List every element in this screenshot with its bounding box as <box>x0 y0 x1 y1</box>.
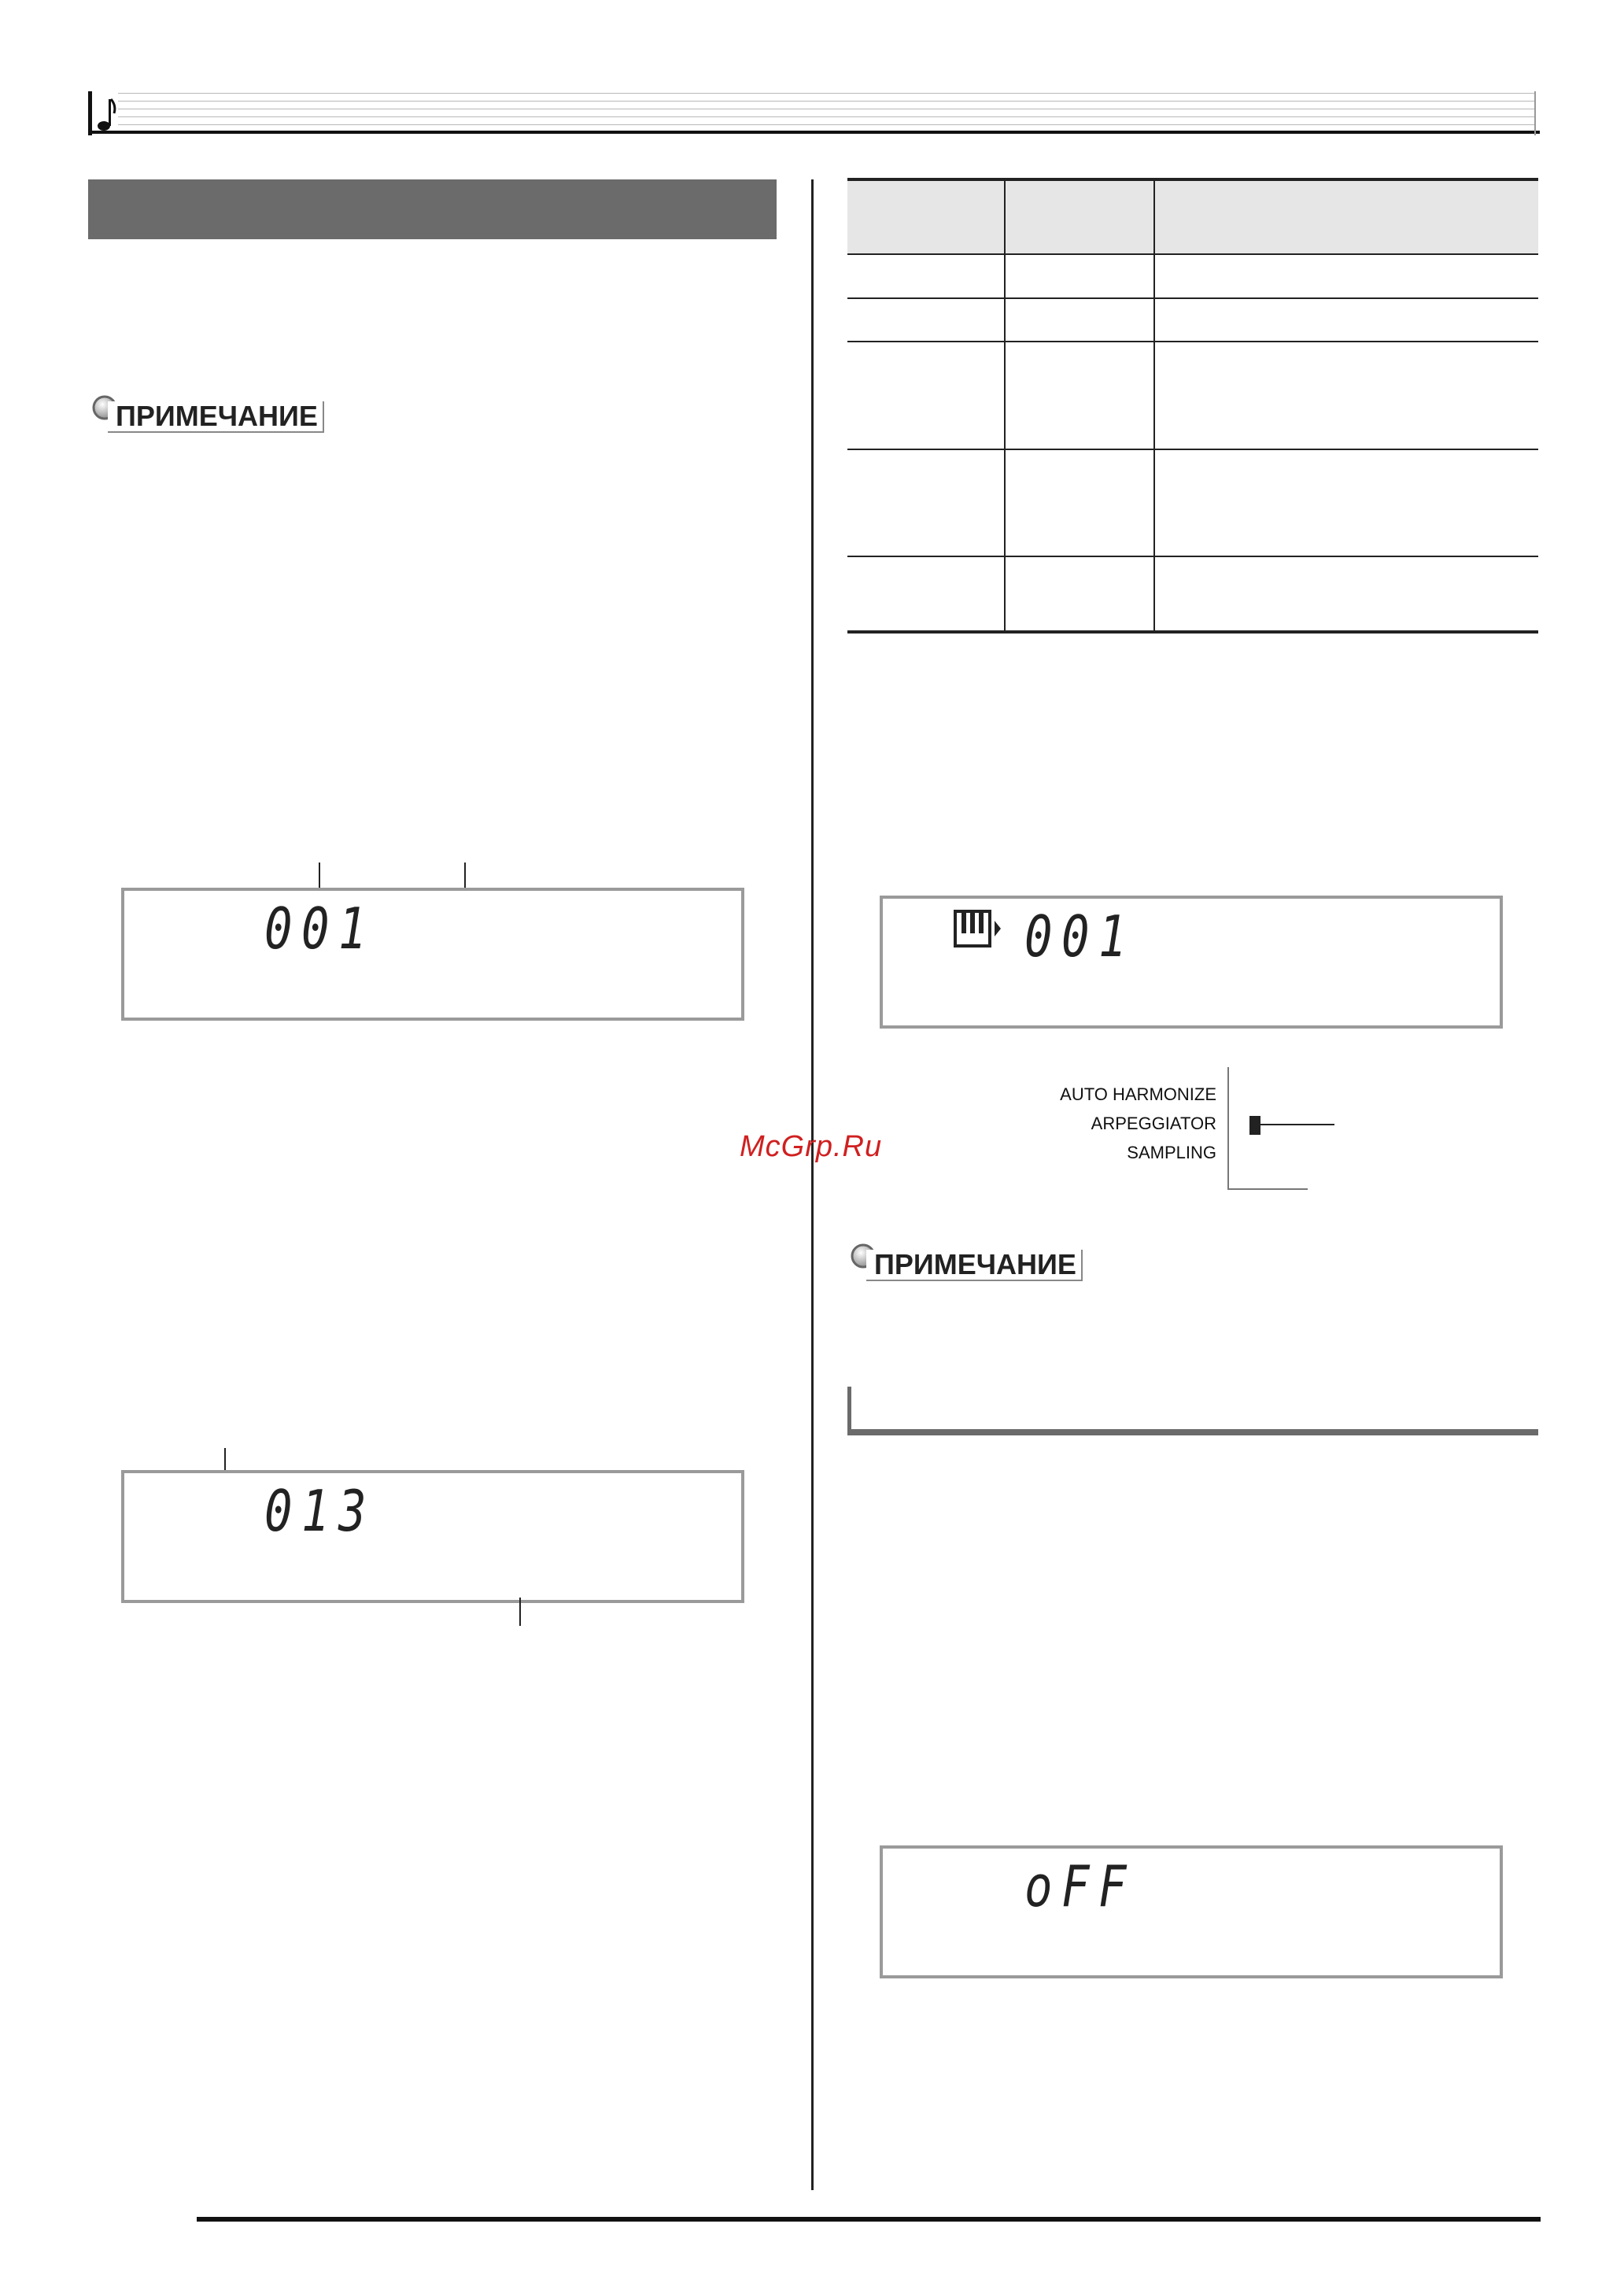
callout-line <box>519 1598 521 1626</box>
mode-label-sampling: SAMPLING <box>1127 1143 1216 1162</box>
lcd-display-tone <box>121 888 744 1021</box>
mode-label-auto-harmonize: AUTO HARMONIZE <box>1060 1084 1216 1104</box>
callout-line <box>319 863 320 891</box>
lcd-number: 001 <box>1024 903 1136 970</box>
lcd-number: 013 <box>264 1478 376 1544</box>
note-badge-label: ПРИМЕЧАНИЕ <box>108 401 324 433</box>
footer-rule <box>197 2217 1541 2222</box>
music-note-icon <box>88 91 120 135</box>
note-badge-label: ПРИМЕЧАНИЕ <box>866 1250 1083 1281</box>
note-badge <box>849 1242 1116 1280</box>
note-badge <box>90 393 358 431</box>
watermark: McGrp.Ru <box>740 1130 883 1163</box>
lcd-number: 001 <box>264 896 376 962</box>
table-header-row <box>847 181 1538 254</box>
subsection-heading-frame <box>847 1387 1538 1435</box>
keyboard-icon <box>954 910 1002 949</box>
mode-label-arpeggiator: ARPEGGIATOR <box>1091 1114 1216 1133</box>
mode-indicator-marker <box>1249 1116 1260 1135</box>
lcd-display-off <box>880 1845 1503 1978</box>
column-divider <box>811 179 814 2190</box>
callout-line <box>1260 1124 1334 1125</box>
lcd-display-keyboard <box>880 896 1503 1029</box>
lcd-display-selected <box>121 1470 744 1603</box>
lcd-status: oFF <box>1024 1853 1136 1919</box>
section-title-bar <box>88 179 777 239</box>
